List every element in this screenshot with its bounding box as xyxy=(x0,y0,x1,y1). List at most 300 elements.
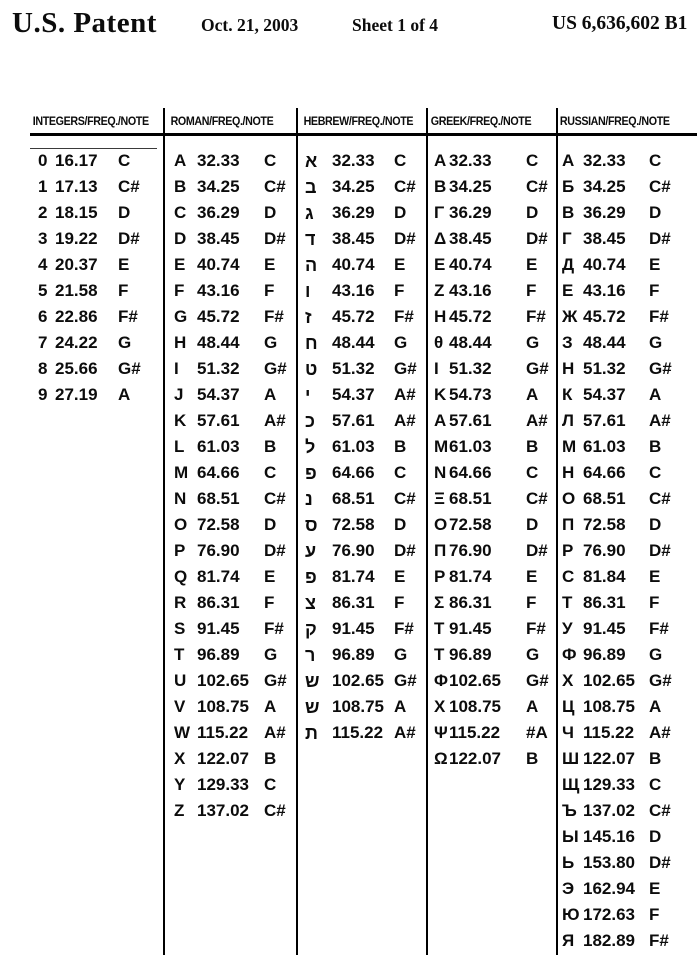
letter-cell: ו xyxy=(305,281,311,301)
freq-cell: 45.72 xyxy=(332,307,375,326)
letter-cell: W xyxy=(174,723,191,742)
letter-cell: K xyxy=(174,411,187,430)
note-cell: E xyxy=(526,255,538,274)
table-row xyxy=(434,642,556,668)
note-cell: C# xyxy=(649,801,671,820)
freq-cell: 108.75 xyxy=(197,697,249,716)
letter-cell: M xyxy=(174,463,189,482)
freq-cell: 48.44 xyxy=(197,333,240,352)
note-cell: A# xyxy=(394,723,416,742)
freq-cell: 72.58 xyxy=(332,515,375,534)
table-row xyxy=(434,486,556,512)
column-body-russian xyxy=(558,148,698,954)
note-cell: C# xyxy=(526,489,548,508)
note-cell: A xyxy=(264,697,277,716)
table-row xyxy=(305,590,426,616)
patent-number: US 6,636,602 B1 xyxy=(552,13,688,34)
letter-cell: Х xyxy=(562,671,574,690)
note-cell: E xyxy=(649,879,661,898)
letter-cell: U xyxy=(174,671,187,690)
table-row xyxy=(562,928,698,954)
freq-cell: 32.33 xyxy=(332,151,375,170)
note-cell: C xyxy=(264,151,277,170)
table-row xyxy=(434,538,556,564)
note-cell: E xyxy=(264,567,276,586)
letter-cell: Ы xyxy=(562,827,579,846)
note-cell: A xyxy=(118,385,131,404)
freq-cell: 115.22 xyxy=(332,723,384,742)
table-row xyxy=(562,564,698,590)
freq-cell: 129.33 xyxy=(197,775,249,794)
freq-cell: 68.51 xyxy=(197,489,240,508)
table-row xyxy=(174,564,296,590)
freq-cell: 34.25 xyxy=(583,177,626,196)
table-row xyxy=(305,720,426,746)
note-cell: G# xyxy=(649,359,672,378)
table-row xyxy=(174,408,296,434)
table-row xyxy=(562,902,698,928)
freq-cell: 72.58 xyxy=(583,515,626,534)
freq-cell: 172.63 xyxy=(583,905,635,924)
note-cell: E xyxy=(394,255,406,274)
freq-cell: 108.75 xyxy=(449,697,501,716)
table-row xyxy=(305,330,426,356)
table-row xyxy=(562,512,698,538)
freq-cell: 81.74 xyxy=(332,567,375,586)
table-row xyxy=(305,564,426,590)
letter-cell: Ξ xyxy=(434,489,445,508)
letter-cell: ת xyxy=(305,723,318,743)
note-cell: D xyxy=(264,515,277,534)
table-row xyxy=(174,330,296,356)
note-cell: F# xyxy=(649,931,669,950)
note-cell: F xyxy=(394,593,405,612)
letter-cell: פ xyxy=(305,463,317,483)
table-row xyxy=(434,564,556,590)
letter-cell: י xyxy=(305,385,311,405)
note-cell: A xyxy=(526,697,539,716)
letter-cell: Р xyxy=(562,541,574,560)
letter-cell: A xyxy=(434,411,447,430)
letter-cell: P xyxy=(434,567,446,586)
table-row xyxy=(174,642,296,668)
note-cell: C# xyxy=(264,177,286,196)
table-row xyxy=(434,330,556,356)
freq-cell: 61.03 xyxy=(583,437,626,456)
note-cell: D xyxy=(394,203,407,222)
table-row xyxy=(434,382,556,408)
table-row xyxy=(305,200,426,226)
note-cell: F# xyxy=(526,307,546,326)
freq-cell: 38.45 xyxy=(332,229,375,248)
table-row xyxy=(305,486,426,512)
note-cell: D# xyxy=(649,541,671,560)
note-cell: G xyxy=(118,333,132,352)
letter-cell: R xyxy=(174,593,187,612)
table-row xyxy=(562,694,698,720)
note-cell: D xyxy=(526,203,539,222)
note-cell: D xyxy=(649,827,662,846)
column-header-greek: GREEK/FREQ./NOTE xyxy=(430,116,532,128)
alphabet-frequency-table xyxy=(0,108,700,955)
table-row xyxy=(174,226,296,252)
letter-cell: Q xyxy=(174,567,188,586)
letter-cell: 0 xyxy=(38,151,48,170)
note-cell: C# xyxy=(526,177,548,196)
note-cell: C# xyxy=(649,177,671,196)
note-cell: D# xyxy=(526,229,548,248)
table-row xyxy=(562,278,698,304)
table-row xyxy=(38,174,163,200)
freq-cell: 68.51 xyxy=(332,489,375,508)
letter-cell: Φ xyxy=(434,671,448,690)
freq-cell: 51.32 xyxy=(197,359,240,378)
table-row xyxy=(174,798,296,824)
letter-cell: ד xyxy=(305,229,316,249)
freq-cell: 32.33 xyxy=(449,151,492,170)
note-cell: C# xyxy=(394,177,416,196)
column-header-hebrew: HEBREW/FREQ./NOTE xyxy=(303,116,414,128)
freq-cell: 72.58 xyxy=(449,515,492,534)
table-row xyxy=(434,746,556,772)
table-row xyxy=(174,278,296,304)
table-row xyxy=(562,668,698,694)
letter-cell: Щ xyxy=(562,775,580,794)
note-cell: C xyxy=(649,151,662,170)
letter-cell: נ xyxy=(305,489,313,509)
table-row xyxy=(434,694,556,720)
letter-cell: 5 xyxy=(38,281,48,300)
letter-cell: I xyxy=(434,359,439,378)
freq-cell: 22.86 xyxy=(55,307,98,326)
freq-cell: 68.51 xyxy=(583,489,626,508)
letter-cell: Л xyxy=(562,411,574,430)
letter-cell: V xyxy=(174,697,186,716)
note-cell: C xyxy=(526,151,539,170)
table-row xyxy=(434,252,556,278)
letter-cell: O xyxy=(434,515,448,534)
freq-cell: 51.32 xyxy=(332,359,375,378)
table-row xyxy=(562,408,698,434)
table-row xyxy=(562,304,698,330)
freq-cell: 102.65 xyxy=(197,671,249,690)
letter-cell: Σ xyxy=(434,593,445,612)
note-cell: C xyxy=(264,463,277,482)
table-row xyxy=(434,434,556,460)
letter-cell: X xyxy=(434,697,446,716)
freq-cell: 115.22 xyxy=(449,723,501,742)
table-row xyxy=(305,434,426,460)
freq-cell: 36.29 xyxy=(197,203,240,222)
table-row xyxy=(305,668,426,694)
table-row xyxy=(38,356,163,382)
freq-cell: 96.89 xyxy=(197,645,240,664)
note-cell: F# xyxy=(264,307,284,326)
note-cell: E xyxy=(526,567,538,586)
table-row xyxy=(174,616,296,642)
table-row xyxy=(434,460,556,486)
note-cell: C# xyxy=(649,489,671,508)
letter-cell: N xyxy=(174,489,187,508)
note-cell: C# xyxy=(264,489,286,508)
note-cell: D# xyxy=(649,229,671,248)
freq-cell: 91.45 xyxy=(583,619,626,638)
note-cell: C xyxy=(526,463,539,482)
table-column-integers xyxy=(30,108,163,955)
letter-cell: 8 xyxy=(38,359,48,378)
letter-cell: ש xyxy=(305,671,320,691)
note-cell: F xyxy=(394,281,405,300)
freq-cell: 86.31 xyxy=(197,593,240,612)
freq-cell: 96.89 xyxy=(583,645,626,664)
letter-cell: T xyxy=(434,619,445,638)
freq-cell: 86.31 xyxy=(449,593,492,612)
note-cell: F xyxy=(264,593,275,612)
letter-cell: Δ xyxy=(434,229,447,248)
table-row xyxy=(174,460,296,486)
table-column-greek xyxy=(426,108,556,955)
note-cell: D# xyxy=(118,229,140,248)
freq-cell: 102.65 xyxy=(332,671,384,690)
note-cell: A xyxy=(526,385,539,404)
table-row xyxy=(434,590,556,616)
note-cell: A# xyxy=(526,411,548,430)
letter-cell: А xyxy=(562,151,575,170)
freq-cell: 54.73 xyxy=(449,385,492,404)
note-cell: D xyxy=(526,515,539,534)
freq-cell: 48.44 xyxy=(332,333,375,352)
table-row xyxy=(562,486,698,512)
freq-cell: 43.16 xyxy=(583,281,626,300)
table-row xyxy=(562,616,698,642)
header-rule-thin xyxy=(30,148,157,149)
letter-cell: צ xyxy=(305,593,316,613)
freq-cell: 91.45 xyxy=(332,619,375,638)
letter-cell: ע xyxy=(305,541,317,561)
letter-cell: Y xyxy=(174,775,186,794)
freq-cell: 43.16 xyxy=(332,281,375,300)
table-row xyxy=(174,668,296,694)
note-cell: G xyxy=(394,645,408,664)
freq-cell: 57.61 xyxy=(583,411,626,430)
note-cell: B xyxy=(526,749,539,768)
letter-cell: J xyxy=(174,385,184,404)
freq-cell: 57.61 xyxy=(197,411,240,430)
freq-cell: 54.37 xyxy=(332,385,375,404)
table-row xyxy=(305,174,426,200)
note-cell: A xyxy=(649,697,662,716)
letter-cell: C xyxy=(174,203,187,222)
letter-cell: З xyxy=(562,333,573,352)
note-cell: E xyxy=(649,567,661,586)
table-row xyxy=(562,850,698,876)
table-row xyxy=(434,720,556,746)
table-row xyxy=(38,200,163,226)
column-body-hebrew xyxy=(298,148,426,746)
freq-cell: 76.90 xyxy=(583,541,626,560)
note-cell: F# xyxy=(118,307,138,326)
letter-cell: B xyxy=(174,177,187,196)
freq-cell: 54.37 xyxy=(197,385,240,404)
table-row xyxy=(562,746,698,772)
table-row xyxy=(562,720,698,746)
note-cell: A# xyxy=(649,723,671,742)
table-row xyxy=(434,174,556,200)
table-row xyxy=(174,356,296,382)
letter-cell: A xyxy=(434,151,447,170)
table-row xyxy=(174,200,296,226)
letter-cell: Ю xyxy=(562,905,580,924)
freq-cell: 34.25 xyxy=(449,177,492,196)
patent-title: U.S. Patent xyxy=(12,7,157,39)
note-cell: E xyxy=(394,567,406,586)
letter-cell: ז xyxy=(305,307,312,327)
table-row xyxy=(174,746,296,772)
table-row xyxy=(305,148,426,174)
freq-cell: 115.22 xyxy=(583,723,635,742)
table-row xyxy=(174,512,296,538)
column-header-integers: INTEGERS/FREQ./NOTE xyxy=(32,116,149,128)
table-row xyxy=(562,200,698,226)
column-body-greek xyxy=(428,148,556,772)
table-row xyxy=(305,278,426,304)
table-row xyxy=(562,148,698,174)
table-row xyxy=(174,382,296,408)
freq-cell: 21.58 xyxy=(55,281,98,300)
freq-cell: 137.02 xyxy=(583,801,635,820)
freq-cell: 122.07 xyxy=(449,749,501,768)
letter-cell: Ψ xyxy=(434,723,448,742)
note-cell: G# xyxy=(526,359,549,378)
note-cell: G# xyxy=(394,359,417,378)
freq-cell: 108.75 xyxy=(583,697,635,716)
table-row xyxy=(305,304,426,330)
letter-cell: У xyxy=(562,619,573,638)
note-cell: C xyxy=(394,151,407,170)
freq-cell: 43.16 xyxy=(449,281,492,300)
letter-cell: 4 xyxy=(38,255,48,274)
freq-cell: 43.16 xyxy=(197,281,240,300)
letter-cell: Н xyxy=(562,463,575,482)
note-cell: D# xyxy=(649,853,671,872)
freq-cell: 19.22 xyxy=(55,229,98,248)
letter-cell: L xyxy=(174,437,185,456)
table-row xyxy=(174,252,296,278)
note-cell: A# xyxy=(264,723,286,742)
letter-cell: N xyxy=(434,463,447,482)
note-cell: F xyxy=(526,593,537,612)
freq-cell: 25.66 xyxy=(55,359,98,378)
table-row xyxy=(434,304,556,330)
letter-cell: В xyxy=(562,203,575,222)
letter-cell: O xyxy=(174,515,188,534)
freq-cell: 72.58 xyxy=(197,515,240,534)
letter-cell: ל xyxy=(305,437,316,457)
letter-cell: Э xyxy=(562,879,575,898)
letter-cell: К xyxy=(562,385,573,404)
note-cell: G xyxy=(394,333,408,352)
table-row xyxy=(562,382,698,408)
table-row xyxy=(174,174,296,200)
freq-cell: 54.37 xyxy=(583,385,626,404)
letter-cell: ח xyxy=(305,333,318,353)
note-cell: C xyxy=(118,151,131,170)
note-cell: D# xyxy=(264,541,286,560)
note-cell: E xyxy=(649,255,661,274)
note-cell: C# xyxy=(264,801,286,820)
freq-cell: 36.29 xyxy=(332,203,375,222)
freq-cell: 129.33 xyxy=(583,775,635,794)
table-row xyxy=(174,148,296,174)
note-cell: G# xyxy=(264,359,287,378)
freq-cell: 51.32 xyxy=(583,359,626,378)
note-cell: E xyxy=(118,255,130,274)
freq-cell: 61.03 xyxy=(449,437,492,456)
table-row xyxy=(174,434,296,460)
table-row xyxy=(562,876,698,902)
letter-cell: B xyxy=(434,177,447,196)
letter-cell: ר xyxy=(305,645,316,665)
note-cell: G# xyxy=(394,671,417,690)
freq-cell: 51.32 xyxy=(449,359,492,378)
table-row xyxy=(434,226,556,252)
letter-cell: כ xyxy=(305,411,315,431)
table-row xyxy=(562,356,698,382)
freq-cell: 96.89 xyxy=(332,645,375,664)
note-cell: F# xyxy=(394,619,414,638)
note-cell: C xyxy=(649,463,662,482)
freq-cell: 102.65 xyxy=(583,671,635,690)
table-row xyxy=(38,278,163,304)
freq-cell: 38.45 xyxy=(583,229,626,248)
table-row xyxy=(38,382,163,408)
freq-cell: 145.16 xyxy=(583,827,635,846)
freq-cell: 162.94 xyxy=(583,879,635,898)
column-header-russian: RUSSIAN/FREQ./NOTE xyxy=(559,116,670,128)
table-row xyxy=(38,252,163,278)
letter-cell: H xyxy=(174,333,187,352)
freq-cell: 81.74 xyxy=(449,567,492,586)
letter-cell: M xyxy=(434,437,449,456)
freq-cell: 61.03 xyxy=(332,437,375,456)
table-row xyxy=(38,304,163,330)
letter-cell: Ш xyxy=(562,749,580,768)
freq-cell: 45.72 xyxy=(449,307,492,326)
table-row xyxy=(562,538,698,564)
letter-cell: ה xyxy=(305,255,318,275)
table-row xyxy=(434,148,556,174)
letter-cell: Ф xyxy=(562,645,577,664)
note-cell: G xyxy=(264,645,278,664)
table-row xyxy=(434,668,556,694)
note-cell: A# xyxy=(394,411,416,430)
freq-cell: 48.44 xyxy=(449,333,492,352)
letter-cell: Б xyxy=(562,177,575,196)
letter-cell: Ч xyxy=(562,723,574,742)
note-cell: G xyxy=(526,645,540,664)
table-row xyxy=(174,694,296,720)
note-cell: C xyxy=(264,775,277,794)
freq-cell: 64.66 xyxy=(332,463,375,482)
freq-cell: 64.66 xyxy=(197,463,240,482)
note-cell: A# xyxy=(394,385,416,404)
table-row xyxy=(562,642,698,668)
letter-cell: П xyxy=(562,515,575,534)
freq-cell: 34.25 xyxy=(332,177,375,196)
note-cell: B xyxy=(649,437,662,456)
freq-cell: 122.07 xyxy=(197,749,249,768)
letter-cell: A xyxy=(174,151,187,170)
